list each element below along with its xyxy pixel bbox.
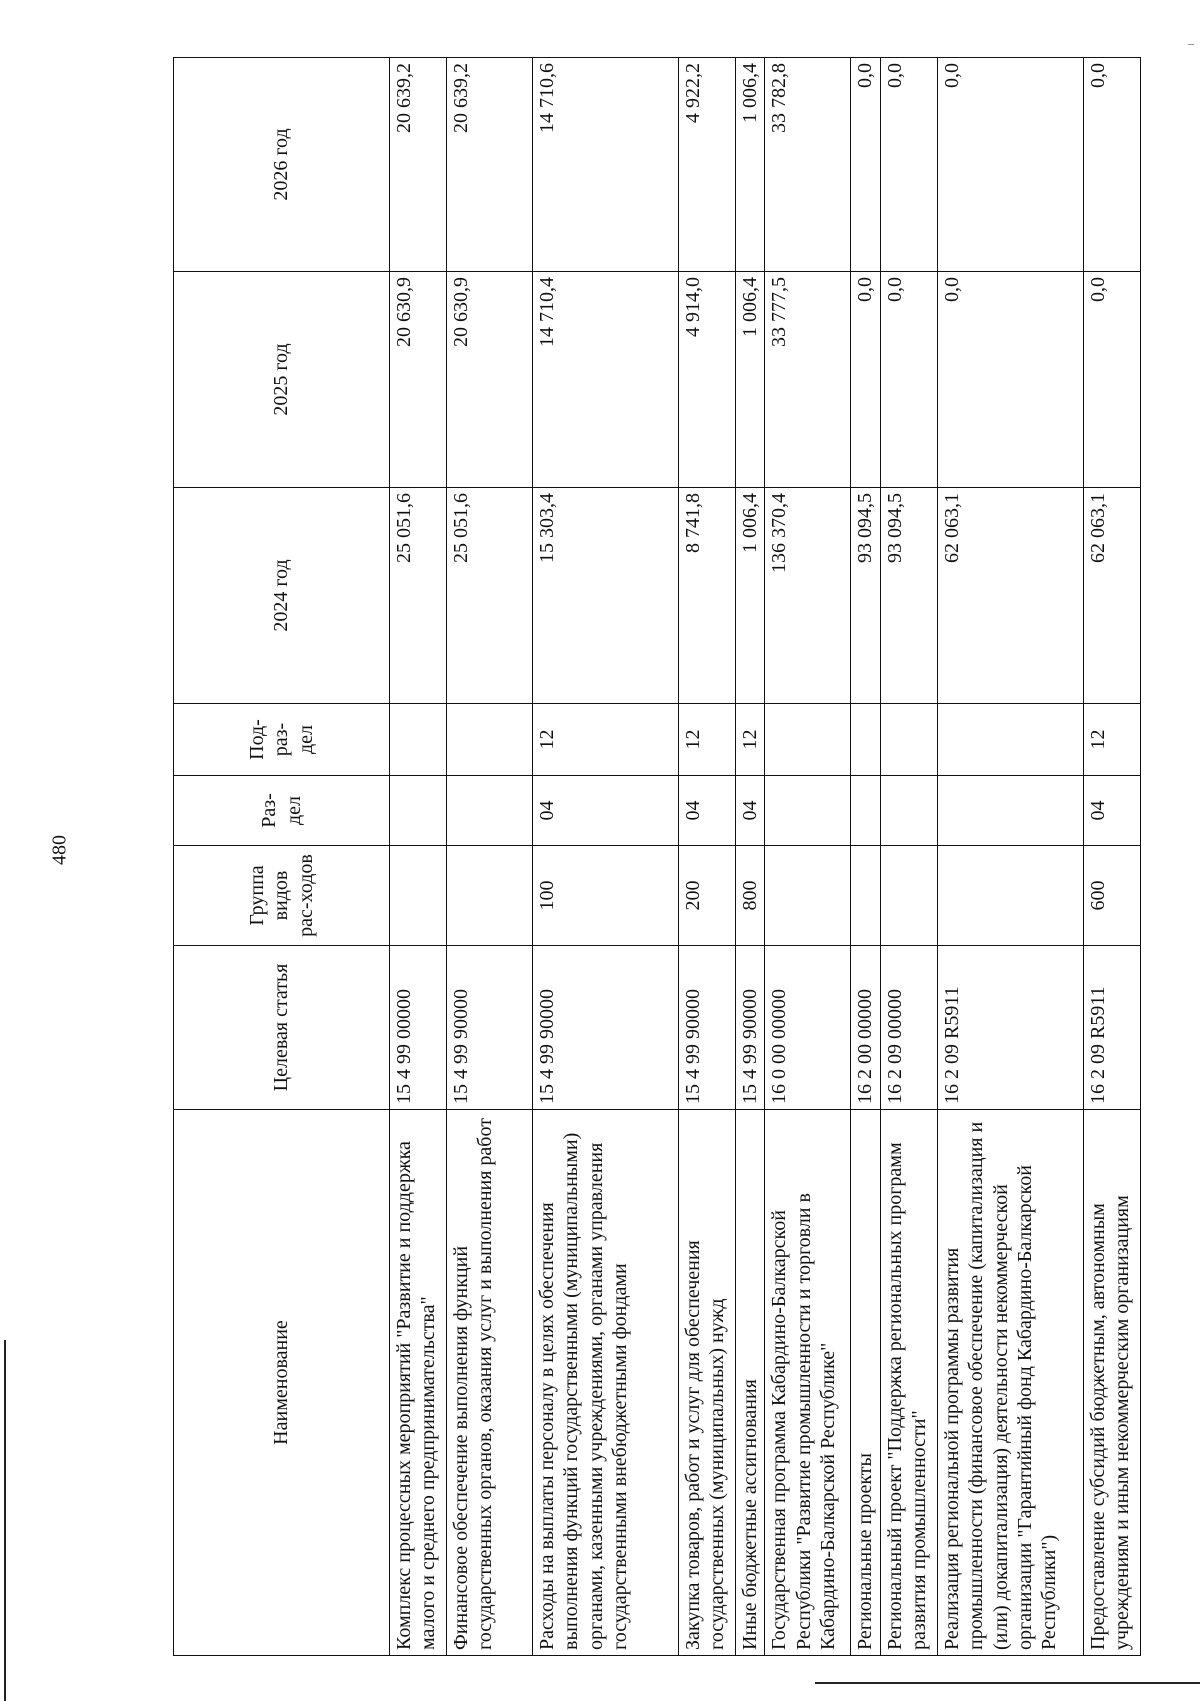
cell-subsection xyxy=(937,704,1083,776)
cell-name: Реализация региональной программы развития промышленности (финансовое обеспечение (капитализация и (или) докапитализация) деятельности некоммерческой организации "Гарантийный фонд Кабардино-Балкарской Республики") xyxy=(937,1110,1083,1656)
table-row xyxy=(765,58,851,1656)
cell-subsection xyxy=(447,704,533,776)
header-2024: 2024 год xyxy=(174,488,390,704)
cell-group xyxy=(765,846,851,946)
cell-2024: 62 063,1 xyxy=(937,488,1083,704)
table-row xyxy=(533,58,679,1656)
cell-name: Иные бюджетные ассигнования xyxy=(736,1110,765,1656)
cell-group: 100 xyxy=(533,846,679,946)
cell-2026: 20 639,2 xyxy=(390,58,447,272)
cell-2024: 93 094,5 xyxy=(851,488,880,704)
cell-2025: 33 777,5 xyxy=(765,272,851,488)
page-number: 480 xyxy=(48,835,71,865)
cell-section: 04 xyxy=(533,776,679,846)
table-row xyxy=(447,58,533,1656)
table-header-row xyxy=(174,58,390,1656)
cell-target: 15 4 99 90000 xyxy=(679,946,736,1110)
cell-group: 200 xyxy=(679,846,736,946)
cell-name: Комплекс процессных мероприятий "Развитие и поддержка малого и среднего предпринимательства" xyxy=(390,1110,447,1656)
cell-subsection xyxy=(880,704,937,776)
cell-target: 16 2 09 R5911 xyxy=(937,946,1083,1110)
budget-table xyxy=(173,57,1141,1656)
cell-subsection: 12 xyxy=(736,704,765,776)
header-group: Группа видов рас-ходов xyxy=(174,846,390,946)
cell-2024: 25 051,6 xyxy=(447,488,533,704)
cell-name: Региональные проекты xyxy=(851,1110,880,1656)
cell-name: Государственная программа Кабардино-Балкарской Республики "Развитие промышленности и торговли в Кабардино-Балкарской Республике" xyxy=(765,1110,851,1656)
cell-2026: 4 922,2 xyxy=(679,58,736,272)
header-2026: 2026 год xyxy=(174,58,390,272)
cell-name: Закупка товаров, работ и услуг для обеспечения государственных (муниципальных) нужд xyxy=(679,1110,736,1656)
cell-2026: 0,0 xyxy=(851,58,880,272)
cell-2024: 15 303,4 xyxy=(533,488,679,704)
cell-2025: 20 630,9 xyxy=(447,272,533,488)
cell-2026: 1 006,4 xyxy=(736,58,765,272)
cell-subsection xyxy=(851,704,880,776)
cell-2025: 0,0 xyxy=(851,272,880,488)
cell-subsection xyxy=(765,704,851,776)
cell-2026: 20 639,2 xyxy=(447,58,533,272)
cell-2026: 14 710,6 xyxy=(533,58,679,272)
cell-2025: 0,0 xyxy=(937,272,1083,488)
cell-2024: 136 370,4 xyxy=(765,488,851,704)
cell-2025: 1 006,4 xyxy=(736,272,765,488)
cell-2024: 62 063,1 xyxy=(1083,488,1140,704)
cell-section xyxy=(851,776,880,846)
table-row xyxy=(880,58,937,1656)
cell-target: 15 4 99 90000 xyxy=(533,946,679,1110)
scan-edge-mark xyxy=(1188,44,1194,45)
cell-target: 16 2 09 00000 xyxy=(880,946,937,1110)
cell-2026: 0,0 xyxy=(880,58,937,272)
table-row xyxy=(679,58,736,1656)
cell-2026: 0,0 xyxy=(937,58,1083,272)
cell-group xyxy=(880,846,937,946)
scan-edge-mark xyxy=(4,1340,6,1701)
cell-group xyxy=(851,846,880,946)
cell-section xyxy=(447,776,533,846)
table-row xyxy=(1083,58,1140,1656)
cell-2024: 25 051,6 xyxy=(390,488,447,704)
cell-section xyxy=(765,776,851,846)
cell-target: 16 2 09 R5911 xyxy=(1083,946,1140,1110)
cell-subsection: 12 xyxy=(679,704,736,776)
cell-group xyxy=(390,846,447,946)
cell-name: Финансовое обеспечение выполнения функций государственных органов, оказания услуг и выполнения работ xyxy=(447,1110,533,1656)
cell-name: Региональный проект "Поддержка региональных программ развития промышленности" xyxy=(880,1110,937,1656)
scan-edge-mark xyxy=(815,1682,1200,1684)
table-row xyxy=(390,58,447,1656)
cell-2025: 0,0 xyxy=(1083,272,1140,488)
table-row xyxy=(736,58,765,1656)
header-subsection: Под-раз-дел xyxy=(174,704,390,776)
cell-group: 800 xyxy=(736,846,765,946)
cell-section: 04 xyxy=(1083,776,1140,846)
cell-target: 16 0 00 00000 xyxy=(765,946,851,1110)
table-row xyxy=(851,58,880,1656)
cell-2025: 14 710,4 xyxy=(533,272,679,488)
cell-subsection: 12 xyxy=(533,704,679,776)
cell-target: 15 4 99 00000 xyxy=(390,946,447,1110)
header-section: Раз-дел xyxy=(174,776,390,846)
cell-group xyxy=(937,846,1083,946)
cell-2024: 93 094,5 xyxy=(880,488,937,704)
cell-2025: 0,0 xyxy=(880,272,937,488)
cell-2026: 0,0 xyxy=(1083,58,1140,272)
cell-section xyxy=(390,776,447,846)
table-row xyxy=(937,58,1083,1656)
cell-target: 16 2 00 00000 xyxy=(851,946,880,1110)
cell-group: 600 xyxy=(1083,846,1140,946)
cell-subsection: 12 xyxy=(1083,704,1140,776)
cell-name: Расходы на выплаты персоналу в целях обеспечения выполнения функций государственными (муниципальными) органами, казенными учреждениями, органами управления государственными внебюджетными фондами xyxy=(533,1110,679,1656)
cell-2024: 8 741,8 xyxy=(679,488,736,704)
cell-2025: 20 630,9 xyxy=(390,272,447,488)
cell-section: 04 xyxy=(679,776,736,846)
cell-section xyxy=(937,776,1083,846)
header-2025: 2025 год xyxy=(174,272,390,488)
cell-2025: 4 914,0 xyxy=(679,272,736,488)
header-target: Целевая статья xyxy=(174,946,390,1110)
cell-subsection xyxy=(390,704,447,776)
cell-2026: 33 782,8 xyxy=(765,58,851,272)
cell-section: 04 xyxy=(736,776,765,846)
header-name: Наименование xyxy=(174,1110,390,1656)
cell-name: Предоставление субсидий бюджетным, автономным учреждениям и иным некоммерческим организациям xyxy=(1083,1110,1140,1656)
cell-section xyxy=(880,776,937,846)
cell-target: 15 4 99 90000 xyxy=(447,946,533,1110)
budget-table-container xyxy=(173,58,1134,1656)
cell-group xyxy=(447,846,533,946)
cell-target: 15 4 99 90000 xyxy=(736,946,765,1110)
cell-2024: 1 006,4 xyxy=(736,488,765,704)
